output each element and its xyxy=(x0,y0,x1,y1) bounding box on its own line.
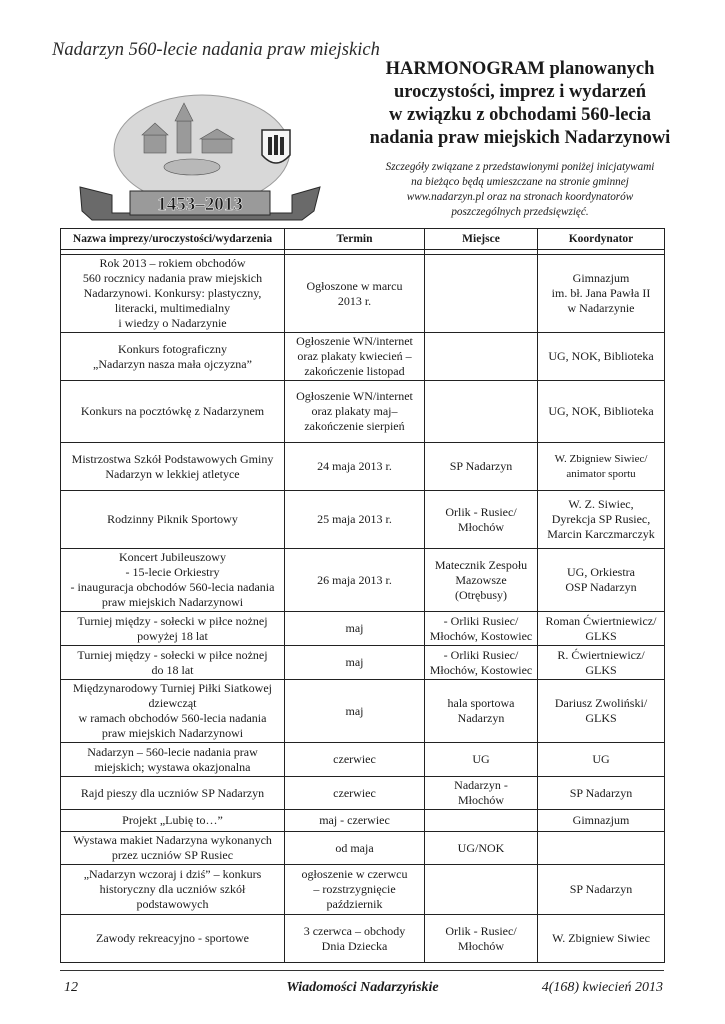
event-name-line: Rajd pieszy dla uczniów SP Nadarzyn xyxy=(80,785,265,800)
event-coordinator-line: Dyrekcja SP Rusiec, xyxy=(551,512,651,526)
event-name-line: Nadarzyn – 560-lecie nadania praw xyxy=(87,744,258,759)
event-place-line: SP Nadarzyn xyxy=(449,459,513,473)
event-coordinator-cell xyxy=(538,832,665,865)
event-term-cell xyxy=(285,777,425,810)
event-name-cell xyxy=(61,915,285,963)
event-name-cell xyxy=(61,612,285,646)
event-name-line: Projekt „Lubię to…” xyxy=(122,813,223,827)
event-term-cell xyxy=(285,491,425,549)
event-coordinator-line: animator sportu xyxy=(566,467,636,480)
event-coordinator-line: Roman Ćwiertniewicz/ xyxy=(545,613,657,628)
table-row xyxy=(61,743,665,777)
title-line: nadania praw miejskich Nadarzynowi xyxy=(369,128,671,148)
event-place-line: hala sportowa xyxy=(447,696,515,710)
event-term-line: 2013 r. xyxy=(337,293,372,308)
event-term-line: 3 czerwca – obchody xyxy=(303,923,406,938)
event-coordinator-line: Gimnazjum xyxy=(572,813,630,827)
emblem-coat-of-arms xyxy=(262,130,290,163)
event-name-line: Koncert Jubileuszowy xyxy=(119,550,226,564)
event-term-line: Ogłoszone w marcu xyxy=(306,278,403,293)
column-header-place: Miejsce xyxy=(425,229,538,250)
event-term-cell xyxy=(285,865,425,915)
event-place-line: Młochów, Kostowiec xyxy=(429,662,533,677)
event-place-cell xyxy=(425,443,538,491)
column-header-event: Nazwa imprezy/uroczystości/wydarzenia xyxy=(61,229,285,250)
event-term-line: 25 maja 2013 r. xyxy=(317,512,392,526)
event-name-cell xyxy=(61,810,285,832)
table-header-row xyxy=(61,229,665,250)
event-term-cell xyxy=(285,646,425,680)
event-place-line: Młochów xyxy=(458,793,504,807)
event-name-line: i wiedzy o Nadarzynie xyxy=(118,316,227,330)
note-line: na bieżąco będą umieszczane na stronie gminnej xyxy=(411,176,629,188)
table-row xyxy=(61,646,665,680)
anniversary-emblem xyxy=(52,40,380,220)
event-name-cell xyxy=(61,646,285,680)
table-row xyxy=(61,680,665,743)
event-term-cell xyxy=(285,549,425,612)
event-place-cell xyxy=(425,491,538,549)
emblem-arc-text: Nadarzyn 560-lecie nadania praw miejskich xyxy=(52,40,380,60)
event-name-line: przez uczniów SP Rusiec xyxy=(111,848,234,862)
event-name-cell xyxy=(61,333,285,381)
event-coordinator-cell xyxy=(538,646,665,680)
event-name-line: Konkurs na pocztówkę z Nadarzynem xyxy=(80,404,265,418)
event-name-line: - inauguracja obchodów 560-lecia nadania xyxy=(70,580,275,594)
event-term-line: zakończenie sierpień xyxy=(304,419,405,433)
event-coordinator-cell xyxy=(538,810,665,832)
event-term-line: Dnia Dziecka xyxy=(321,938,388,953)
event-coordinator-line: SP Nadarzyn xyxy=(569,785,633,800)
title-line: HARMONOGRAM planowanych xyxy=(385,59,655,79)
event-coordinator-line: W. Zbigniew Siwiec/ xyxy=(554,452,648,465)
event-place-cell xyxy=(425,915,538,963)
column-header-term: Termin xyxy=(285,229,425,250)
event-name-line: „Nadarzyn wczoraj i dziś” – konkurs xyxy=(83,867,262,881)
event-name-cell xyxy=(61,549,285,612)
event-term-line: od maja xyxy=(335,840,374,855)
event-term-line: Ogłoszenie WN/internet xyxy=(296,334,413,348)
event-coordinator-line: im. bł. Jana Pawła II xyxy=(551,286,651,300)
event-coordinator-line: W. Zbigniew Siwiec xyxy=(552,931,650,945)
event-place-cell xyxy=(425,832,538,865)
event-name-line: dziewcząt xyxy=(148,696,197,710)
event-term-cell xyxy=(285,443,425,491)
table-row xyxy=(61,832,665,865)
table-row xyxy=(61,810,665,832)
event-place-line: Orlik - Rusiec/ xyxy=(445,923,517,938)
event-name-line: literacki, multimedialny xyxy=(114,301,231,315)
table-row xyxy=(61,549,665,612)
issue-info: 4(168) kwiecień 2013 xyxy=(541,980,663,995)
event-place-line: (Otrębusy) xyxy=(455,587,507,602)
event-term-line: oraz plakaty maj– xyxy=(311,404,398,418)
event-name-cell xyxy=(61,443,285,491)
event-place-line: Nadarzyn xyxy=(457,711,505,725)
event-name-cell xyxy=(61,865,285,915)
event-name-line: w ramach obchodów 560-lecia nadania xyxy=(78,711,267,725)
event-coordinator-cell xyxy=(538,865,665,915)
event-term-line: czerwiec xyxy=(333,752,376,766)
event-coordinator-line: GLKS xyxy=(585,662,617,677)
event-name-line: Turniej między - sołecki w piłce nożnej xyxy=(77,647,268,662)
event-coordinator-line: Gimnazjum xyxy=(572,271,630,285)
footer-divider xyxy=(60,970,664,971)
event-name-line: miejskich; wystawa okazjonalna xyxy=(94,759,251,774)
event-name-line: Rodzinny Piknik Sportowy xyxy=(107,512,238,526)
event-name-line: Międzynarodowy Turniej Piłki Siatkowej xyxy=(73,681,272,695)
event-coordinator-line: SP Nadarzyn xyxy=(569,882,633,896)
event-term-line: 26 maja 2013 r. xyxy=(317,572,392,587)
event-name-line: „Nadarzyn nasza mała ojczyzna” xyxy=(93,356,252,371)
event-place-cell xyxy=(425,743,538,777)
event-term-cell xyxy=(285,832,425,865)
event-term-cell xyxy=(285,612,425,646)
table-row xyxy=(61,333,665,381)
event-coordinator-line: UG, NOK, Biblioteka xyxy=(548,349,654,363)
event-coordinator-line: UG, Orkiestra xyxy=(567,565,635,579)
event-coordinator-line: GLKS xyxy=(585,628,617,643)
event-name-cell xyxy=(61,491,285,549)
title-line: uroczystości, imprez i wydarzeń xyxy=(393,82,647,102)
event-coordinator-cell xyxy=(538,743,665,777)
event-place-cell xyxy=(425,810,538,832)
event-term-line: zakończenie listopad xyxy=(304,364,405,378)
event-name-cell xyxy=(61,743,285,777)
event-term-line: oraz plakaty kwiecień – xyxy=(297,349,412,363)
event-coordinator-cell xyxy=(538,549,665,612)
event-place-line: Orlik - Rusiec/ xyxy=(445,504,517,519)
event-place-cell xyxy=(425,646,538,680)
event-coordinator-line: R. Ćwiertniewicz/ xyxy=(557,647,645,662)
event-place-cell xyxy=(425,381,538,443)
event-coordinator-line: UG xyxy=(592,752,610,766)
event-coordinator-cell xyxy=(538,777,665,810)
event-term-line: 24 maja 2013 r. xyxy=(317,459,392,473)
event-name-line: Rok 2013 – rokiem obchodów xyxy=(99,256,246,270)
event-place-cell xyxy=(425,549,538,612)
event-name-line: Wystawa makiet Nadarzyna wykonanych xyxy=(73,833,272,847)
header-block xyxy=(360,58,680,220)
event-name-cell xyxy=(61,381,285,443)
event-place-line: Nadarzyn - xyxy=(454,778,508,792)
event-coordinator-cell xyxy=(538,255,665,333)
event-name-cell xyxy=(61,255,285,333)
event-coordinator-cell xyxy=(538,612,665,646)
event-coordinator-cell xyxy=(538,333,665,381)
event-coordinator-cell xyxy=(538,680,665,743)
event-name-cell xyxy=(61,680,285,743)
event-place-cell xyxy=(425,865,538,915)
event-name-line: - 15-lecie Orkiestry xyxy=(125,565,220,579)
event-coordinator-cell xyxy=(538,915,665,963)
table-row xyxy=(61,255,665,333)
event-place-line: - Orliki Rusiec/ xyxy=(443,647,519,662)
event-term-line: maj - czerwiec xyxy=(319,813,390,827)
event-coordinator-line: Dariusz Zwoliński/ xyxy=(554,696,648,710)
event-name-cell xyxy=(61,832,285,865)
table-row xyxy=(61,865,665,915)
table-row xyxy=(61,915,665,963)
event-name-line: praw miejskich Nadarzynowi xyxy=(101,595,244,609)
event-coordinator-line: UG, NOK, Biblioteka xyxy=(548,404,654,418)
event-term-line: październik xyxy=(326,897,383,911)
event-name-line: 560 rocznicy nadania praw miejskich xyxy=(82,271,263,285)
event-name-line: Nadarzyn w lekkiej atletyce xyxy=(105,466,240,481)
table-row xyxy=(61,381,665,443)
event-place-cell xyxy=(425,777,538,810)
event-name-line: Mistrzostwa Szkół Podstawowych Gminy xyxy=(71,451,274,466)
page-title xyxy=(360,58,680,150)
event-term-cell xyxy=(285,333,425,381)
event-place-cell xyxy=(425,333,538,381)
event-place-cell xyxy=(425,680,538,743)
event-coordinator-line: W. Z. Siwiec, xyxy=(568,497,634,511)
event-coordinator-cell xyxy=(538,381,665,443)
event-term-cell xyxy=(285,810,425,832)
note-line: poszczególnych przedsięwzięć. xyxy=(451,206,589,218)
event-place-line: UG xyxy=(472,752,490,766)
table-row xyxy=(61,612,665,646)
event-place-line: Mazowsze xyxy=(455,572,507,587)
note-line: www.nadarzyn.pl oraz na stronach koordynatorów xyxy=(406,191,634,203)
event-term-line: maj xyxy=(345,703,364,718)
event-term-line: ogłoszenie w czerwcu xyxy=(301,867,408,881)
event-coordinator-line: Marcin Karczmarczyk xyxy=(547,527,655,541)
event-term-line: Ogłoszenie WN/internet xyxy=(296,389,413,403)
event-name-line: praw miejskich Nadarzynowi xyxy=(101,726,244,740)
event-term-line: maj xyxy=(345,655,364,669)
event-place-line: Matecznik Zespołu xyxy=(434,557,528,572)
event-coordinator-line: OSP Nadarzyn xyxy=(565,580,637,594)
event-name-line: Turniej między - sołecki w piłce nożnej xyxy=(77,613,268,628)
publication-name: Wiadomości Nadarzyńskie xyxy=(286,980,439,995)
schedule-table xyxy=(60,228,665,963)
event-coordinator-cell xyxy=(538,443,665,491)
event-place-cell xyxy=(425,255,538,333)
event-term-line: czerwiec xyxy=(333,785,376,800)
intro-note xyxy=(360,160,680,220)
event-name-line: Konkurs fotograficzny xyxy=(118,341,227,356)
event-term-line: – rozstrzygnięcie xyxy=(313,882,396,896)
event-name-line: podstawowych xyxy=(136,897,209,911)
event-place-line: Młochów xyxy=(458,519,504,534)
column-header-coordinator: Koordynator xyxy=(538,229,665,250)
title-line: w związku z obchodami 560-lecia xyxy=(388,105,652,125)
event-name-line: historyczny dla uczniów szkół xyxy=(99,882,246,896)
event-place-line: - Orliki Rusiec/ xyxy=(443,613,519,628)
event-term-cell xyxy=(285,743,425,777)
page-number: 12 xyxy=(64,980,78,995)
event-name-line: powyżej 18 lat xyxy=(137,628,208,643)
event-name-line: Zawody rekreacyjno - sportowe xyxy=(96,931,249,945)
emblem-years: 1453–2013 xyxy=(157,194,243,215)
event-place-cell xyxy=(425,612,538,646)
event-term-cell xyxy=(285,680,425,743)
table-body xyxy=(61,250,665,963)
event-coordinator-line: w Nadarzynie xyxy=(567,301,635,315)
table-row xyxy=(61,443,665,491)
note-line: Szczegóły związane z przedstawionymi poniżej inicjatywami xyxy=(385,161,655,173)
event-term-cell xyxy=(285,255,425,333)
table-row xyxy=(61,777,665,810)
event-term-line: maj xyxy=(345,621,364,635)
event-term-cell xyxy=(285,381,425,443)
event-coordinator-cell xyxy=(538,491,665,549)
event-name-line: do 18 lat xyxy=(151,662,194,677)
event-name-line: Nadarzynowi. Konkursy: plastyczny, xyxy=(83,286,262,300)
event-place-line: Młochów, Kostowiec xyxy=(429,628,533,643)
event-coordinator-line: GLKS xyxy=(585,711,617,725)
event-term-cell xyxy=(285,915,425,963)
table-row xyxy=(61,491,665,549)
event-name-cell xyxy=(61,777,285,810)
event-place-line: Młochów xyxy=(458,938,504,953)
event-place-line: UG/NOK xyxy=(457,840,505,855)
